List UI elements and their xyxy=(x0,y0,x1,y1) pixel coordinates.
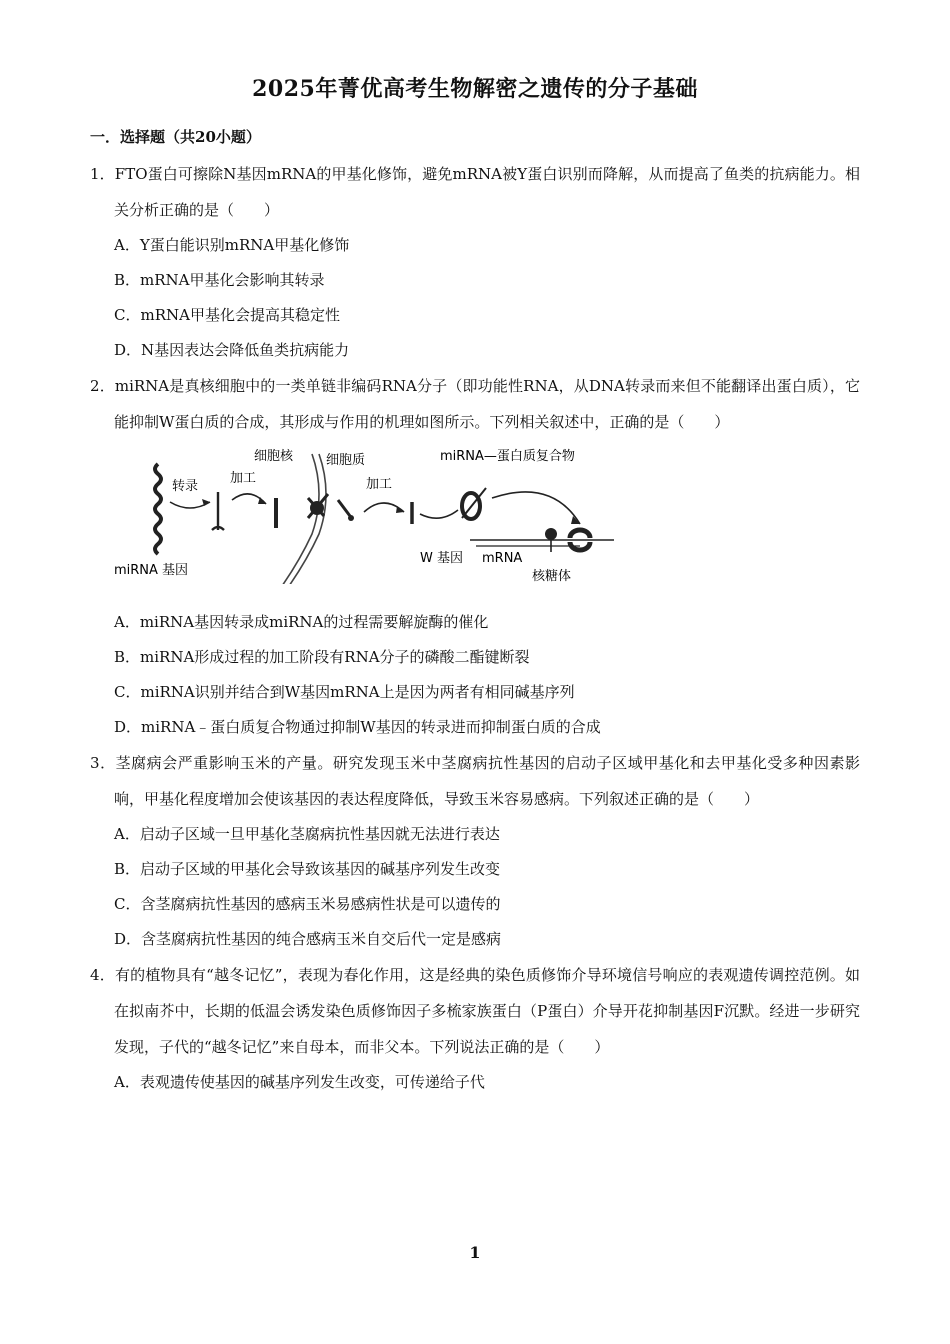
label-ribosome: 核糖体 xyxy=(532,569,572,584)
question-list xyxy=(90,156,860,1100)
bound-complex-shape xyxy=(570,530,590,538)
pri-mirna-shape xyxy=(212,492,224,530)
label-cytoplasm: 细胞质 xyxy=(326,453,366,468)
question-stem: 2．miRNA是真核细胞中的一类单链非编码RNA分子（即功能性RNA，从DNA转录而来但不能翻译出蛋白质），它能抑制W蛋白质的合成，其形成与作用的机理如图所示。下列相关叙述中，正确的是（ ） xyxy=(90,377,860,431)
nuclear-membrane xyxy=(289,454,326,584)
label-transcription: 转录 xyxy=(172,479,199,494)
label-nucleus: 细胞核 xyxy=(254,449,294,464)
option-c: C．mRNA甲基化会提高其稳定性 xyxy=(114,306,340,324)
page-number: 1 xyxy=(469,1243,481,1262)
arrowhead-icon xyxy=(396,506,404,513)
nuclear-membrane xyxy=(282,454,319,584)
binding-arrow xyxy=(492,492,580,524)
label-mrna: mRNA xyxy=(482,551,523,566)
option-a: A．Y蛋白能识别mRNA甲基化修饰 xyxy=(114,236,350,254)
section-heading: 一．选择题（共20小题） xyxy=(90,128,261,146)
option-d: D．N基因表达会降低鱼类抗病能力 xyxy=(114,341,350,359)
label-complex: miRNA—蛋白质复合物 xyxy=(440,449,575,464)
dicer-site-shape xyxy=(348,515,354,521)
option-a: A．启动子区域一旦甲基化茎腐病抗性基因就无法进行表达 xyxy=(114,825,500,843)
label-mirna-gene: miRNA 基因 xyxy=(114,563,189,578)
question-3 xyxy=(90,745,860,957)
mirna-mechanism-figure xyxy=(114,442,614,584)
question-2 xyxy=(90,368,860,745)
option-d: D．miRNA﹣蛋白质复合物通过抑制W基因的转录进而抑制蛋白质的合成 xyxy=(114,718,601,736)
option-b: B．miRNA形成过程的加工阶段有RNA分子的磷酸二酯键断裂 xyxy=(114,648,530,666)
label-processing-1: 加工 xyxy=(230,471,257,486)
option-b: B．mRNA甲基化会影响其转录 xyxy=(114,271,325,289)
mirna-gene-dna-shape xyxy=(155,464,161,554)
option-a: A．miRNA基因转录成miRNA的过程需要解旋酶的催化 xyxy=(114,613,489,631)
cytoplasmic-pre-mirna xyxy=(338,500,350,516)
option-b: B．启动子区域的甲基化会导致该基因的碱基序列发生改变 xyxy=(114,860,501,878)
label-w-gene: W 基因 xyxy=(420,551,463,566)
question-1 xyxy=(90,156,860,368)
option-c: C．miRNA识别并结合到W基因mRNA上是因为两者有相同碱基序列 xyxy=(114,683,575,701)
option-a: A．表观遗传使基因的碱基序列发生改变，可传递给子代 xyxy=(114,1073,485,1091)
option-d: D．含茎腐病抗性基因的纯合感病玉米自交后代一定是感病 xyxy=(114,930,502,948)
complex-formation-arrow xyxy=(420,510,458,518)
question-stem: 4．有的植物具有“越冬记忆”，表现为春化作用，这是经典的染色质修饰介导环境信号响应的表观遗传调控范例。如在拟南芥中，长期的低温会诱发染色质修饰因子多梳家族蛋白（P蛋白）介导开花抑制基因F沉默。经进一步研究发现，子代的“越冬记忆”来自母本，而非父本。下列说法正确的是（ ） xyxy=(90,966,860,1056)
label-processing-2: 加工 xyxy=(366,477,393,492)
question-4 xyxy=(90,957,860,1100)
question-stem: 3．茎腐病会严重影响玉米的产量。研究发现玉米中茎腐病抗性基因的启动子区域甲基化和去甲基化受多种因素影响，甲基化程度增加会使该基因的表达程度降低，导致玉米容易感病。下列叙述正确的是（ ） xyxy=(90,754,860,808)
page-title: 2025年菁优高考生物解密之遗传的分子基础 xyxy=(252,76,698,102)
option-c: C．含茎腐病抗性基因的感病玉米易感病性状是可以遗传的 xyxy=(114,895,501,913)
question-stem: 1．FTO蛋白可擦除N基因mRNA的甲基化修饰，避免mRNA被Y蛋白识别而降解，从而提高了鱼类的抗病能力。相关分析正确的是（ ） xyxy=(90,165,860,219)
